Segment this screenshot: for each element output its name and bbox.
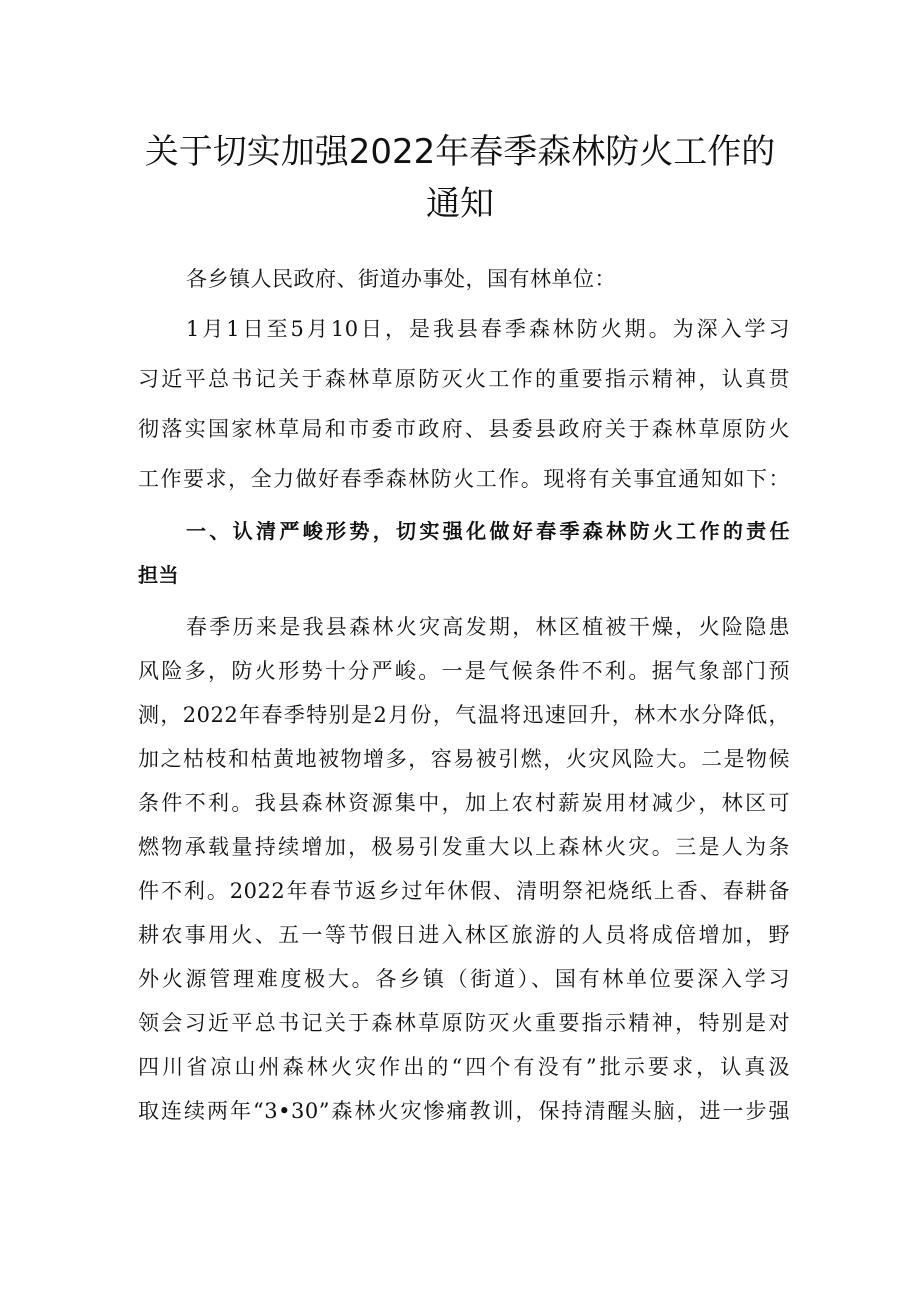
title-line-1: 关于切实加强2022年春季森林防火工作的 xyxy=(144,132,776,172)
paragraph-line: 耕农事用火、五一等节假日进入林区旅游的人员将成倍增加，野 xyxy=(138,923,790,947)
paragraph-line: 彻落实国家林草局和市委市政府、县委县政府关于森林草原防火 xyxy=(138,417,790,441)
paragraph-line: 风险多，防火形势十分严峻。一是气候条件不利。据气象部门预 xyxy=(138,659,790,683)
section-heading: 担当 xyxy=(138,563,179,587)
paragraph-line: 工作要求，全力做好春季森林防火工作。现将有关事宜通知如下： xyxy=(138,467,790,491)
paragraph-line: 习近平总书记关于森林草原防灭火工作的重要指示精神，认真贯 xyxy=(138,367,790,391)
paragraph-line: 1月1日至5月10日，是我县春季森林防火期。为深入学习 xyxy=(186,317,790,341)
paragraph-line: 四川省凉山州森林火灾作出的“四个有没有”批示要求，认真汲 xyxy=(138,1055,790,1079)
paragraph-line: 春季历来是我县森林火灾高发期，林区植被干燥，火险隐患 xyxy=(186,615,790,639)
paragraph-line: 测，2022年春季特别是2月份，气温将迅速回升，林木水分降低， xyxy=(138,703,790,727)
paragraph-line: 外火源管理难度极大。各乡镇（街道）、国有林单位要深入学习 xyxy=(138,967,790,991)
title-line-2: 通知 xyxy=(426,184,494,224)
paragraph-line: 取连续两年“3•30”森林火灾惨痛教训，保持清醒头脑，进一步强 xyxy=(138,1099,790,1123)
paragraph-line: 燃物承载量持续增加，极易引发重大以上森林火灾。三是人为条 xyxy=(138,835,790,859)
paragraph-line: 加之枯枝和枯黄地被物增多，容易被引燃，火灾风险大。二是物候 xyxy=(138,747,790,771)
paragraph-line: 件不利。2022年春节返乡过年休假、清明祭祀烧纸上香、春耕备 xyxy=(138,879,790,903)
paragraph-line: 领会习近平总书记关于森林草原防灭火重要指示精神，特别是对 xyxy=(138,1011,790,1035)
paragraph-line: 条件不利。我县森林资源集中，加上农村薪炭用材减少，林区可 xyxy=(138,791,790,815)
section-heading: 一、认清严峻形势，切实强化做好春季森林防火工作的责任 xyxy=(186,519,790,543)
salutation: 各乡镇人民政府、街道办事处，国有林单位： xyxy=(186,267,616,291)
